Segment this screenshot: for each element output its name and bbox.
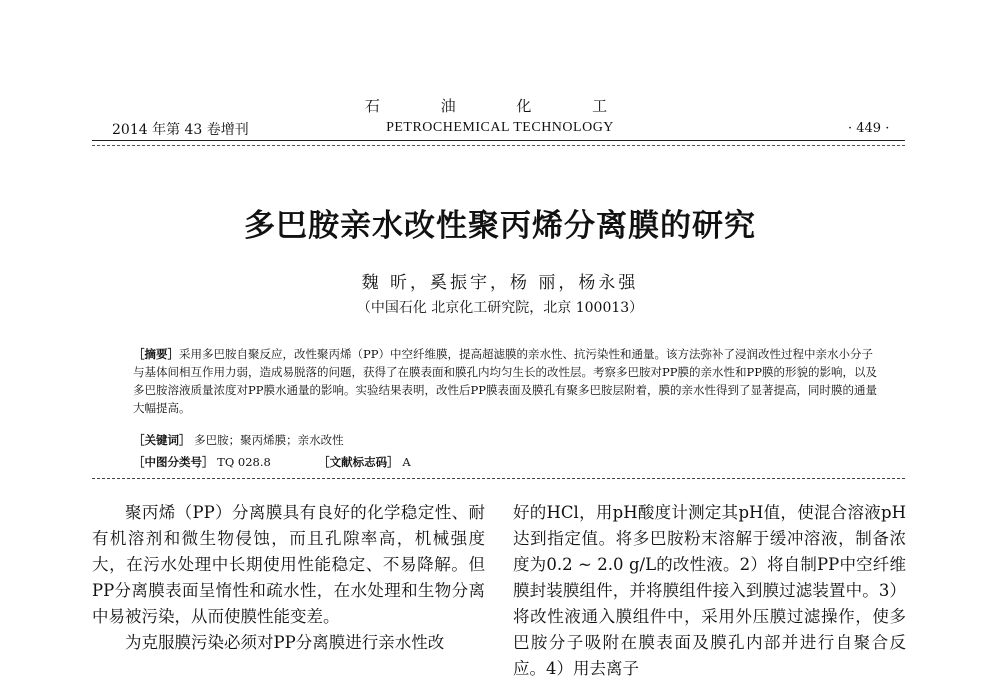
clc-label: ［中图分类号］ <box>133 455 214 469</box>
doc-code-value: A <box>402 455 411 469</box>
abstract-label: ［摘要］ <box>133 347 179 361</box>
header-rule-dashed <box>92 145 905 146</box>
classification <box>133 454 873 470</box>
paragraph: 聚丙烯（PP）分离膜具有良好的化学稳定性、耐有机溶剂和微生物侵蚀，而且孔隙率高，机械强度大，在污水处理中长期使用性能稳定、不易降解。但PP分离膜表面呈惰性和疏水性，在水处理和生物分离中易被污染，从而使膜性能变差。 <box>92 503 485 626</box>
abstract-text: 采用多巴胺自聚反应，改性聚丙烯（PP）中空纤维膜，提高超滤膜的亲水性、抗污染性和通量。该方法弥补了浸润改性过程中亲水小分子与基体间相互作用力弱，造成易脱落的问题，获得了在膜表面和膜孔内均匀生长的改性层。考察多巴胺对PP膜的亲水性和PP膜的形貌的影响，以及多巴胺溶液质量浓度对PP膜水通量的影响。实验结果表明，改性后PP膜表面及膜孔有聚多巴胺层附着，膜的亲水性得到了显著提高，同时膜的通量大幅提高。 <box>133 347 877 415</box>
header-rule <box>92 140 905 141</box>
clc-value: TQ 028.8 <box>217 455 271 469</box>
abstract-divider <box>92 478 905 479</box>
paragraph: 为克服膜污染必须对PP分离膜进行亲水性改 <box>125 633 445 652</box>
issue-info: 2014 年第 43 卷增刊 <box>112 122 249 138</box>
keywords <box>133 432 873 448</box>
paragraph: 好的HCl，用pH酸度计测定其pH值，使混合溶液pH达到指定值。将多巴胺粉末溶解于缓冲溶液，制备浓度为0.2 ~ 2.0 g/L的改性液。2）将自制PP中空纤维膜封装膜组件，并将膜组件接入到膜过滤装置中。3）将改性液通入膜组件中，采用外压膜过滤操作，使多巴胺分子吸附在膜表面及膜孔内部并进行自聚合反应。4）用去离子 <box>513 503 906 678</box>
body-column-left <box>92 500 485 656</box>
keywords-label: ［关键词］ <box>133 433 191 447</box>
affiliation: （中国石化 北京化工研究院，北京 100013） <box>356 300 644 316</box>
doc-code-label: ［文献标志码］ <box>318 455 399 469</box>
keywords-text: 多巴胺；聚丙烯膜；亲水改性 <box>194 433 344 447</box>
page-number: · 449 · <box>848 121 890 136</box>
article-title: 多巴胺亲水改性聚丙烯分离膜的研究 <box>244 208 756 244</box>
authors: 魏 昕，奚振宇，杨 丽，杨永强 <box>361 273 639 293</box>
body-column-right <box>513 500 906 682</box>
journal-name-english: PETROCHEMICAL TECHNOLOGY <box>386 120 614 135</box>
abstract <box>133 345 883 417</box>
journal-name-chinese: 石 油 化 工 <box>364 97 636 115</box>
